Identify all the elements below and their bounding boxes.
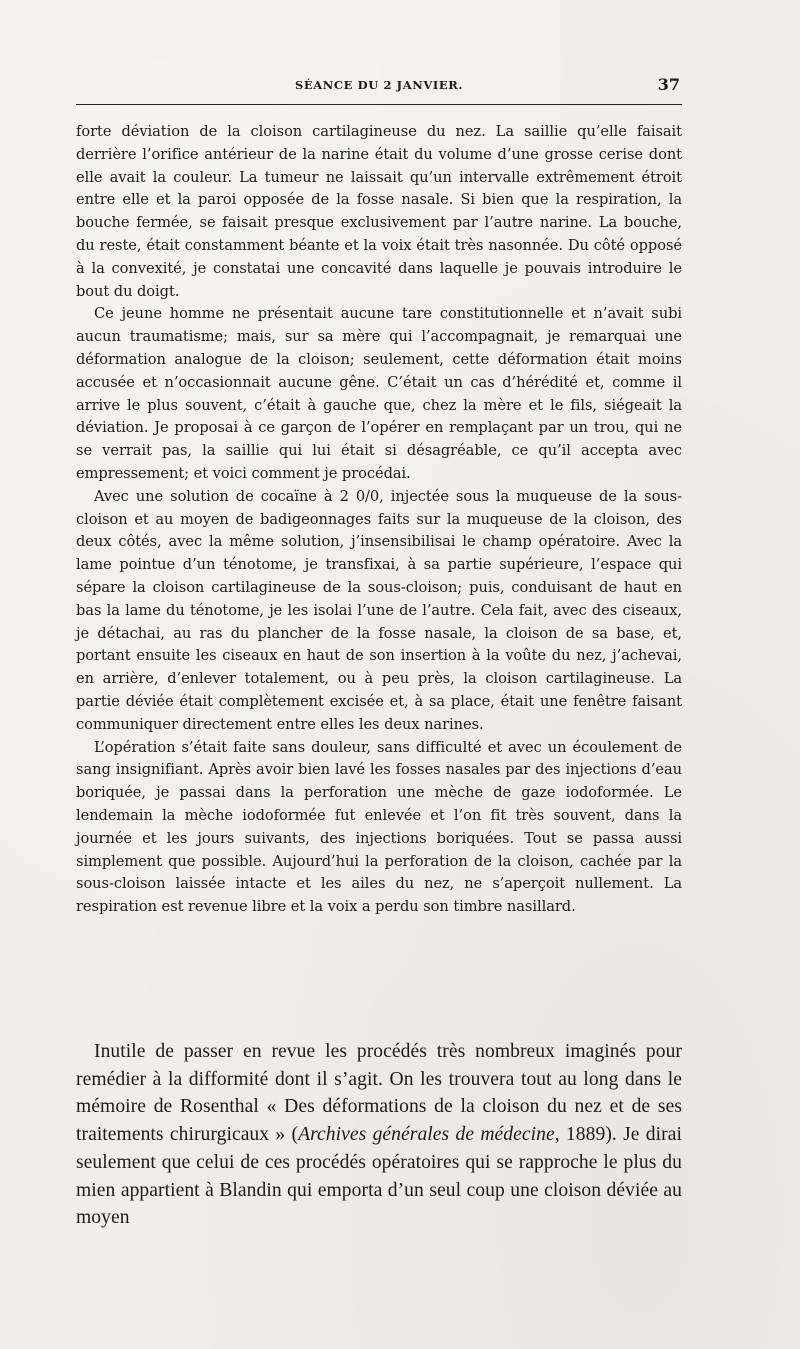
paragraph-outcome: L’opération s’était faite sans douleur, sans difficulté et avec un écoulement de sang insignifiant. Après avoir bien lavé les fosses nasales par des injections d’eau boriquée, je passai dans la perforation une mèche de gaze iodoformée. Le lendemain la mèche iodoformée fut enlevée et l’on fit très souvent, dans la journée et les jours suivants, des injections boriquées. Tout se passa aussi simplement que possible. Aujourd’hui la perforation de la cloison, cachée par la sous-cloison laissée intacte et les ailes du nez, ne s’aperçoit nullement. La respiration est revenue libre et la voix a perdu son timbre nasillard. <box>76 738 682 916</box>
paragraph-continuation: forte déviation de la cloison cartilagineuse du nez. La saillie qu’elle faisait derrière l’orifice antérieur de la narine était du volume d’une grosse cerise dont elle avait la couleur. La tumeur ne laissait qu’un intervalle extrêmement étroit entre elle et la paroi opposée de la fosse nasale. Si bien que la respiration, la bouche fermée, se faisait presque exclusivement par l’autre narine. La bouche, du reste, était constamment béante et la voix était très nasonnée. Du côté opposé à la convexité, je constatai une concavité dans laquelle je pouvais introduire le bout du doigt. <box>76 123 682 300</box>
discussion-part-1: Inutile de passer en revue les procédés très nombreux imaginés pour remédier à la difformité dont il s’agit. On les trouvera tout au long dans le mémoire de Rosenthal « Des déformations de la cloison du nez et de ses traitements chirurgicaux » ( <box>76 1041 682 1146</box>
discussion-part-2: , 1889). Je dirai seulement que celui de ces procédés opératoires qui se rapproche le plus du mien appartient à Blandin qui emporta d’un seul coup une cloison déviée au moyen <box>76 1124 682 1229</box>
header-rule <box>76 104 682 105</box>
running-title: SÉANCE DU 2 JANVIER. <box>295 78 463 92</box>
discussion-text <box>76 1038 682 1232</box>
page-number: 37 <box>657 75 680 94</box>
paragraph-procedure: Avec une solution de cocaïne à 2 0/0, injectée sous la muqueuse de la sous-cloison et au moyen de badigeonnages faits sur la muqueuse de la cloison, des deux côtés, avec la même solution, j’insensibilisai le champ opératoire. Avec la lame pointue d’un ténotome, je transfixai, à sa partie supérieure, l’espace qui sépare la cloison cartilagineuse de la sous-cloison; puis, conduisant de haut en bas la lame du ténotome, je les isolai l’une de l’autre. Cela fait, avec des ciseaux, je détachai, au ras du plancher de la fosse nasale, la cloison de sa base, et, portant ensuite les ciseaux en haut de son insertion à la voûte du nez, j’achevai, en arrière, d’enlever totalement, ou à peu près, la cloison cartilagineuse. La partie déviée était complètement excisée et, à sa place, était une fenêtre faisant communiquer directement entre elles les deux narines. <box>76 487 682 733</box>
journal-citation: Archives générales de médecine <box>298 1124 555 1146</box>
paragraph-heredity: Ce jeune homme ne présentait aucune tare constitutionnelle et n’avait subi aucun traumatisme; mais, sur sa mère qui l’accompagnait, je remarquai une déformation analogue de la cloison; seulement, cette déformation était moins accusée et n’occasionnait aucune gêne. C’était un cas d’hérédité et, comme il arrive le plus souvent, c’était à gauche que, chez la mère et le fils, siégeait la déviation. Je proposai à ce garçon de l’opérer en remplaçant par un trou, qui ne se verrait pas, la saillie qui lui était si désagréable, ce qu’il accepta avec empressement; et voici comment je procédai. <box>76 305 682 482</box>
paragraph-discussion <box>76 1038 682 1232</box>
case-report-text <box>76 121 682 919</box>
page-header <box>76 76 682 100</box>
